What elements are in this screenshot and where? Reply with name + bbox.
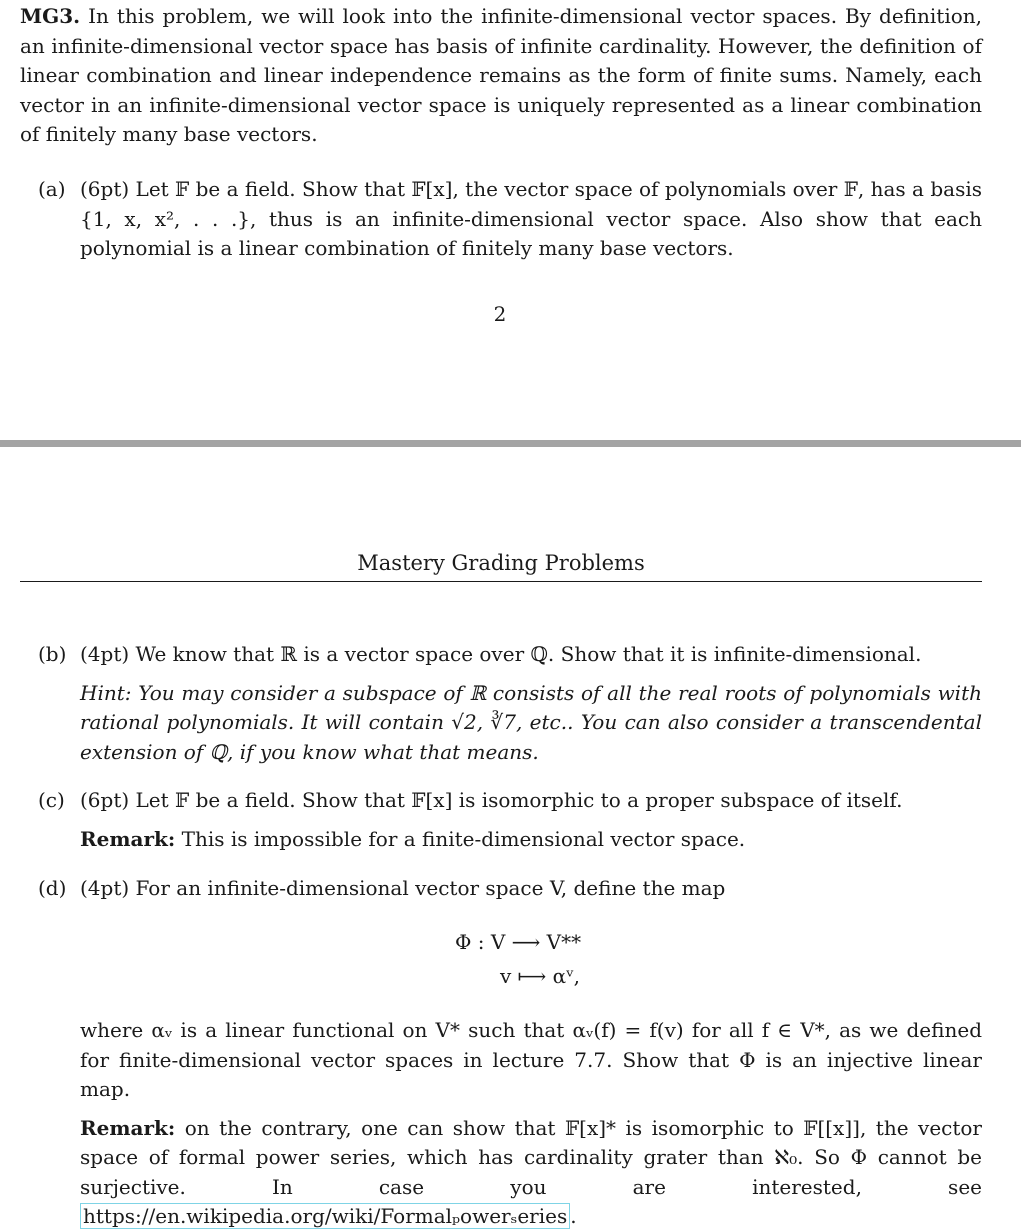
running-header: Mastery Grading Problems bbox=[20, 551, 982, 582]
page-separator bbox=[0, 440, 1021, 447]
wikipedia-link[interactable]: https://en.wikipedia.org/wiki/Formalₚowerₛeries bbox=[80, 1203, 570, 1229]
part-c-text: (6pt) Let 𝔽 be a field. Show that 𝔽[x] is isomorphic to a proper subspace of itself. bbox=[80, 788, 903, 812]
part-c-remark bbox=[80, 825, 982, 855]
remark-label-d: Remark: bbox=[80, 1115, 176, 1140]
part-a bbox=[38, 175, 982, 264]
part-a-label: (a) bbox=[38, 177, 66, 201]
remark-text-d: on the contrary, one can show that 𝔽[x]* is isomorphic to 𝔽[[x]], the vector space of formal power series, which has cardinality grater than ℵ₀. So Φ cannot be surjective. In case you are interested, see bbox=[80, 1115, 982, 1199]
page-number: 2 bbox=[493, 302, 507, 326]
part-a-text: (6pt) Let 𝔽 be a field. Show that 𝔽[x], the vector space of polynomials over 𝔽, has a basis {1, x, x², . . .}, thus is an infinite-dimensional vector space. Also show that each polynomial is a linear combination of finitely many base vectors. bbox=[80, 177, 982, 260]
part-d-continued bbox=[38, 1016, 982, 1232]
part-d-text: (4pt) For an infinite-dimensional vector space V, define the map bbox=[80, 876, 726, 900]
part-d-remark bbox=[80, 1114, 982, 1232]
part-c-label: (c) bbox=[38, 788, 65, 812]
link-period: . bbox=[570, 1204, 577, 1228]
part-b-hint: Hint: You may consider a subspace of ℝ consists of all the real roots of polynomials with rational polynomials. It will contain √2, ∛7, etc.. You can also consider a transcendental extension of ℚ, if you know what that means. bbox=[80, 680, 982, 764]
part-b-text: (4pt) We know that ℝ is a vector space over ℚ. Show that it is infinite-dimensional. bbox=[80, 642, 922, 666]
display-equation-line2: v ⟼ αᵛ, bbox=[500, 964, 580, 988]
remark-text: This is impossible for a finite-dimensional vector space. bbox=[181, 826, 746, 851]
part-d-label: (d) bbox=[38, 876, 67, 900]
problem-intro bbox=[20, 2, 982, 150]
part-d bbox=[38, 874, 982, 904]
problem-label: MG3. bbox=[20, 4, 81, 28]
part-b bbox=[38, 640, 982, 767]
remark-label: Remark: bbox=[80, 826, 176, 851]
part-c bbox=[38, 786, 982, 854]
part-b-label: (b) bbox=[38, 642, 67, 666]
display-equation-line1: Φ : V ⟶ V** bbox=[455, 930, 582, 954]
intro-text: In this problem, we will look into the infinite-dimensional vector spaces. By definition, an infinite-dimensional vector space has basis of infinite cardinality. However, the definition of linear combination and linear independence remains as the form of finite sums. Namely, each vector in an infinite-dimensional vector space is uniquely represented as a linear combination of finitely many base vectors. bbox=[20, 4, 983, 146]
part-d-after: where αᵥ is a linear functional on V* such that αᵥ(f) = f(v) for all f ∈ V*, as we defined for finite-dimensional vector spaces in lecture 7.7. Show that Φ is an injective linear map. bbox=[80, 1018, 982, 1101]
